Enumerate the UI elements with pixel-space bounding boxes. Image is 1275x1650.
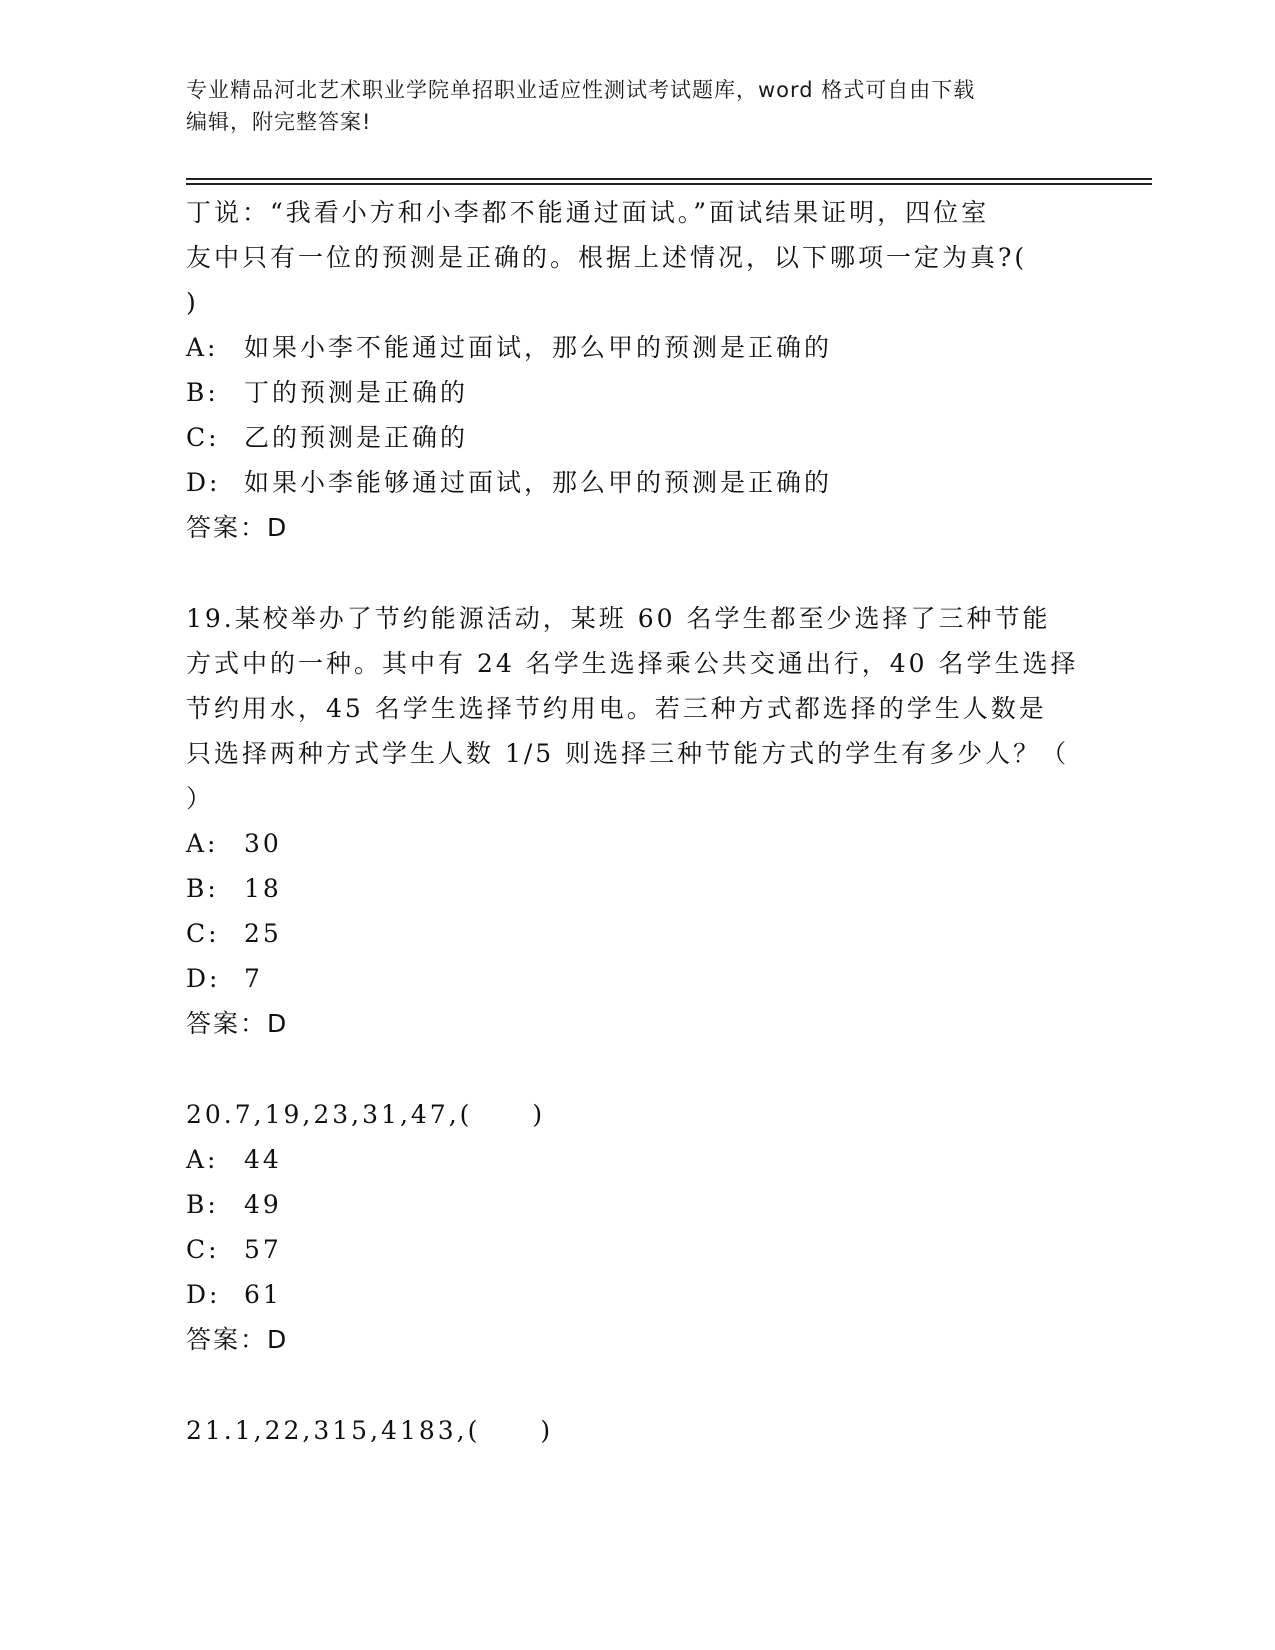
question-20-text <box>186 1092 1086 1137</box>
question-20-answer: 答案：D <box>186 1325 289 1354</box>
option-a <box>186 325 1086 370</box>
option-letter: A: <box>186 333 219 362</box>
option-d <box>186 460 1086 505</box>
question-20-close-paren: ) <box>532 1100 546 1129</box>
question-18-text-line-1: 丁说：“我看小方和小李都不能通过面试。”面试结果证明，四位室 <box>186 198 990 227</box>
header-line-1: 专业精品河北艺术职业学院单招职业适应性测试考试题库，word 格式可自由下载 <box>186 78 976 102</box>
option-text: 18 <box>244 874 282 903</box>
question-20-stem: 20.7,19,23,31,47,( <box>186 1100 473 1129</box>
question-19-answer: 答案：D <box>186 1009 289 1038</box>
question-21-close-paren: ) <box>540 1416 554 1445</box>
option-text: 如果小李不能通过面试，那么甲的预测是正确的 <box>244 333 833 362</box>
option-a <box>186 821 1086 866</box>
option-text: 25 <box>244 919 282 948</box>
option-c <box>186 911 1086 956</box>
question-21 <box>186 1408 1086 1453</box>
question-19-text-line-2: 方式中的一种。其中有 24 名学生选择乘公共交通出行，40 名学生选择 <box>186 649 1079 678</box>
option-letter: B: <box>186 378 219 407</box>
question-20-options <box>186 1137 1086 1317</box>
option-letter: C: <box>186 1235 220 1264</box>
option-text: 如果小李能够通过面试，那么甲的预测是正确的 <box>244 468 833 497</box>
option-b <box>186 866 1086 911</box>
option-text: 丁的预测是正确的 <box>244 378 469 407</box>
option-letter: B: <box>186 1190 219 1219</box>
option-text: 49 <box>244 1190 282 1219</box>
option-text: 61 <box>244 1280 282 1309</box>
option-text: 7 <box>244 964 263 993</box>
option-b <box>186 370 1086 415</box>
question-20 <box>186 1092 1086 1362</box>
option-letter: C: <box>186 423 220 452</box>
question-19-options <box>186 821 1086 1001</box>
question-19-text-line-4: 只选择两种方式学生人数 1/5 则选择三种节能方式的学生有多少人？（ <box>186 739 1070 768</box>
question-18-options <box>186 325 1086 505</box>
question-19-text-line-1: 19.某校举办了节约能源活动，某班 60 名学生都至少选择了三种节能 <box>186 604 1051 633</box>
question-19-text-line-5: ） <box>186 784 215 813</box>
header-divider-bottom <box>186 183 1152 185</box>
option-d <box>186 1272 1086 1317</box>
question-18-answer: 答案：D <box>186 513 289 542</box>
option-c <box>186 1227 1086 1272</box>
option-b <box>186 1182 1086 1227</box>
option-letter: A: <box>186 829 219 858</box>
option-letter: B: <box>186 874 219 903</box>
question-18-text-line-3: ) <box>186 288 199 317</box>
option-a <box>186 1137 1086 1182</box>
option-d <box>186 956 1086 1001</box>
question-18 <box>186 190 1086 550</box>
question-19-text-line-3: 节约用水，45 名学生选择节约用电。若三种方式都选择的学生人数是 <box>186 694 1047 723</box>
question-21-stem: 21.1,22,315,4183,( <box>186 1416 481 1445</box>
option-text: 乙的预测是正确的 <box>244 423 469 452</box>
option-letter: D: <box>186 964 221 993</box>
option-text: 57 <box>244 1235 282 1264</box>
option-letter: A: <box>186 1145 219 1174</box>
page-content <box>186 190 1086 1453</box>
header-divider-top <box>186 178 1152 180</box>
option-letter: D: <box>186 468 221 497</box>
option-text: 44 <box>244 1145 282 1174</box>
question-19 <box>186 596 1086 1046</box>
header-line-2: 编辑，附完整答案! <box>186 110 372 134</box>
option-letter: D: <box>186 1280 221 1309</box>
question-21-text <box>186 1408 1086 1453</box>
option-letter: C: <box>186 919 220 948</box>
document-header <box>186 74 1086 138</box>
option-c <box>186 415 1086 460</box>
option-text: 30 <box>244 829 282 858</box>
question-18-text-line-2: 友中只有一位的预测是正确的。根据上述情况，以下哪项一定为真?( <box>186 243 1028 272</box>
